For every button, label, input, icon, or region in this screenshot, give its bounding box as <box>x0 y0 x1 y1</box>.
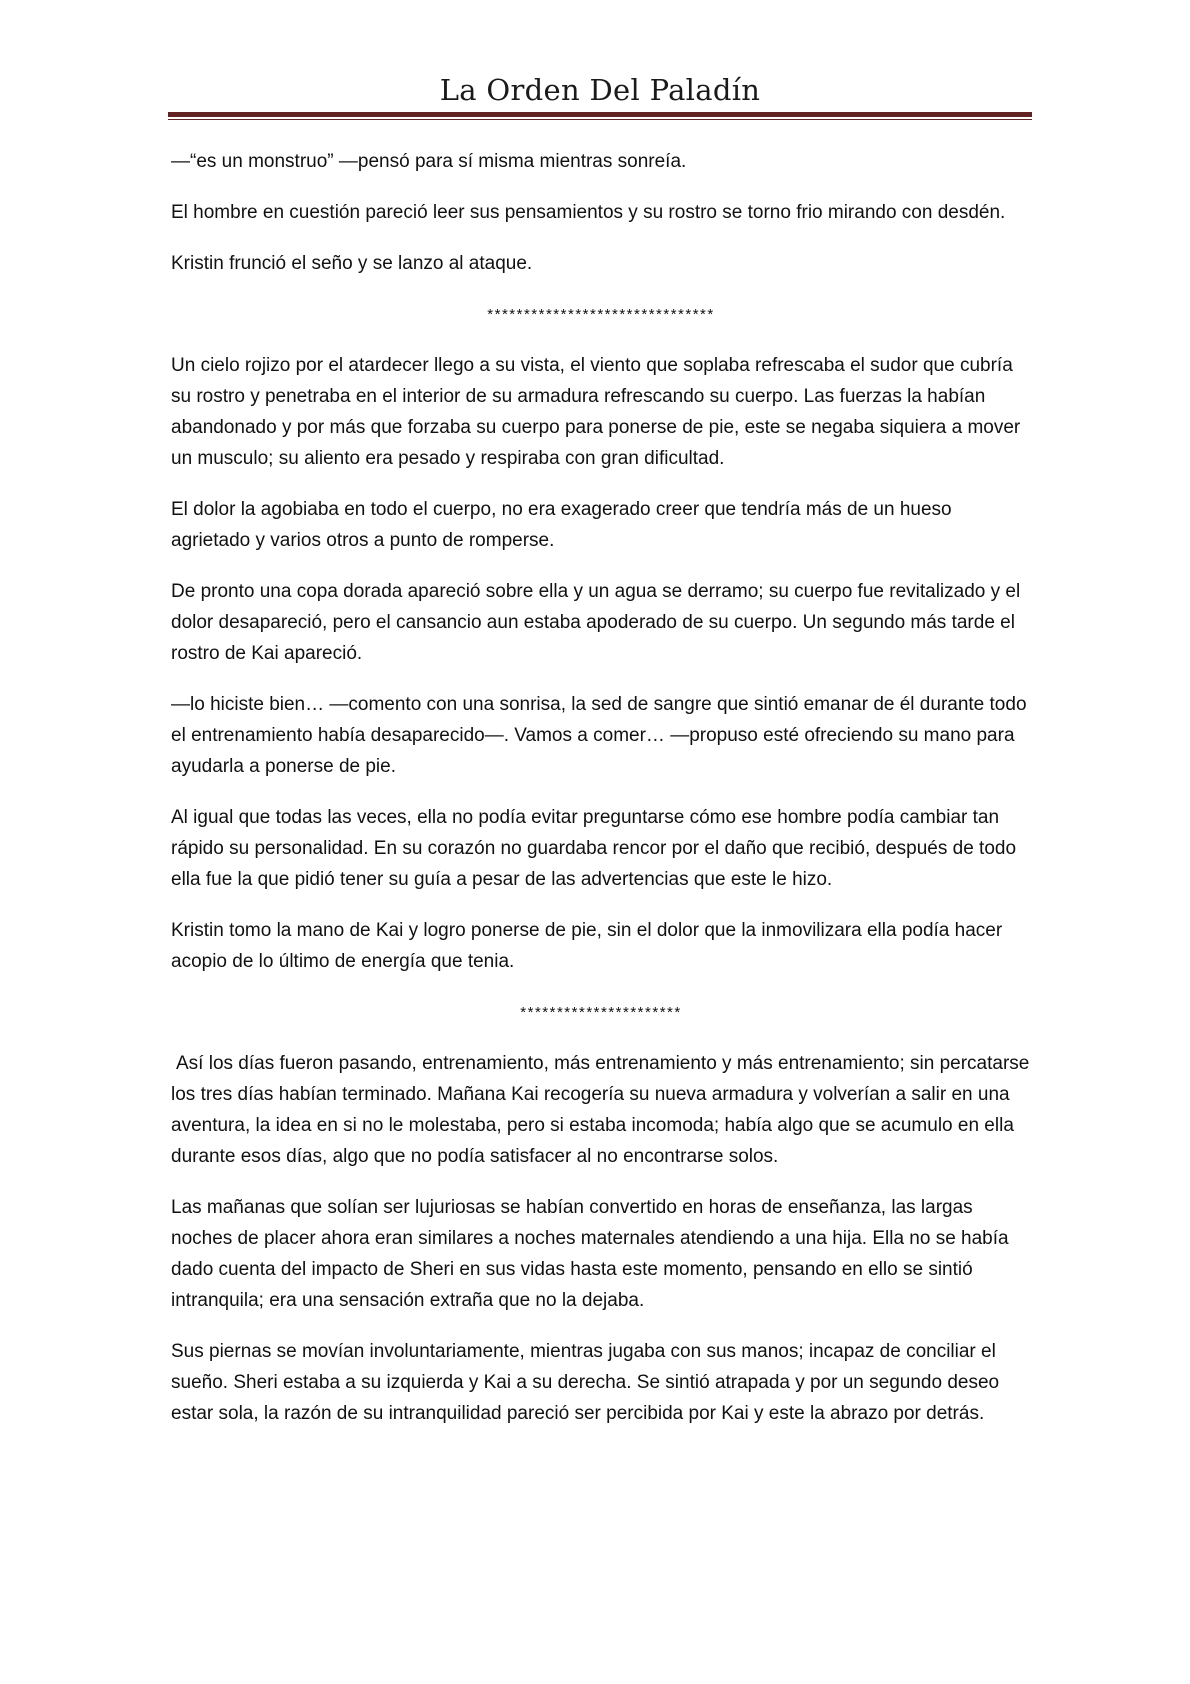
paragraph: Kristin tomo la mano de Kai y logro ponerse de pie, sin el dolor que la inmovilizara ella podía hacer acopio de lo último de energía que tenia. <box>171 920 1003 972</box>
paragraph: Kristin frunció el seño y se lanzo al ataque. <box>171 253 533 274</box>
paragraph: Un cielo rojizo por el atardecer llego a su vista, el viento que soplaba refrescaba el sudor que cubría su rostro y penetraba en el interior de su armadura refrescando su cuerpo. Las fuerzas la habían abandonado y por más que forzaba su cuerpo para ponerse de pie, este se negaba siquiera a mover un musculo; su aliento era pesado y respiraba con gran dificultad. <box>171 355 1021 469</box>
paragraph: —“es un monstruo” —pensó para sí misma mientras sonreía. <box>171 151 687 172</box>
header-divider-thin <box>168 119 1032 120</box>
paragraph: De pronto una copa dorada apareció sobre ella y un agua se derramo; su cuerpo fue revitalizado y el dolor desapareció, pero el cansancio aun estaba apoderado de su cuerpo. Un segundo más tarde el rostro de Kai apareció. <box>171 581 1021 664</box>
scene-separator: ********************** <box>520 1004 682 1021</box>
paragraph: Las mañanas que solían ser lujuriosas se habían convertido en horas de enseñanza, las largas noches de placer ahora eran similares a noches maternales atendiendo a una hija. Ella no se había dado cuenta del impacto de Sheri en sus vidas hasta este momento, pensando en ello se sintió intranquila; era una sensación extraña que no la dejaba. <box>171 1197 1009 1311</box>
header-divider-thick <box>168 112 1032 117</box>
paragraph: Sus piernas se movían involuntariamente, mientras jugaba con sus manos; incapaz de conciliar el sueño. Sheri estaba a su izquierda y Kai a su derecha. Se sintió atrapada y por un segundo deseo estar sola, la razón de su intranquilidad pareció ser percibida por Kai y este la abrazo por detrás. <box>171 1341 1000 1424</box>
page-header <box>168 70 1032 110</box>
header-title: La Orden Del Paladín <box>439 73 761 107</box>
paragraph: —lo hiciste bien… —comento con una sonrisa, la sed de sangre que sintió emanar de él durante todo el entrenamiento había desaparecido—. Vamos a comer… —propuso esté ofreciendo su mano para ayudarla a ponerse de pie. <box>171 694 1027 777</box>
paragraph: El dolor la agobiaba en todo el cuerpo, no era exagerado creer que tendría más de un hueso agrietado y varios otros a punto de romperse. <box>171 499 952 551</box>
scene-separator: ******************************* <box>487 306 715 323</box>
paragraph: El hombre en cuestión pareció leer sus pensamientos y su rostro se torno frio mirando con desdén. <box>171 202 1006 223</box>
body-text <box>171 146 1031 1449</box>
paragraph: Así los días fueron pasando, entrenamiento, más entrenamiento y más entrenamiento; sin percatarse los tres días habían terminado. Mañana Kai recogería su nueva armadura y volverían a salir en una aventura, la idea en si no le molestaba, pero si estaba incomoda; había algo que se acumulo en ella durante esos días, algo que no podía satisfacer al no encontrarse solos. <box>171 1053 1030 1167</box>
header-divider <box>168 112 1032 120</box>
paragraph: Al igual que todas las veces, ella no podía evitar preguntarse cómo ese hombre podía cambiar tan rápido su personalidad. En su corazón no guardaba rencor por el daño que recibió, después de todo ella fue la que pidió tener su guía a pesar de las advertencias que este le hizo. <box>171 807 1017 890</box>
